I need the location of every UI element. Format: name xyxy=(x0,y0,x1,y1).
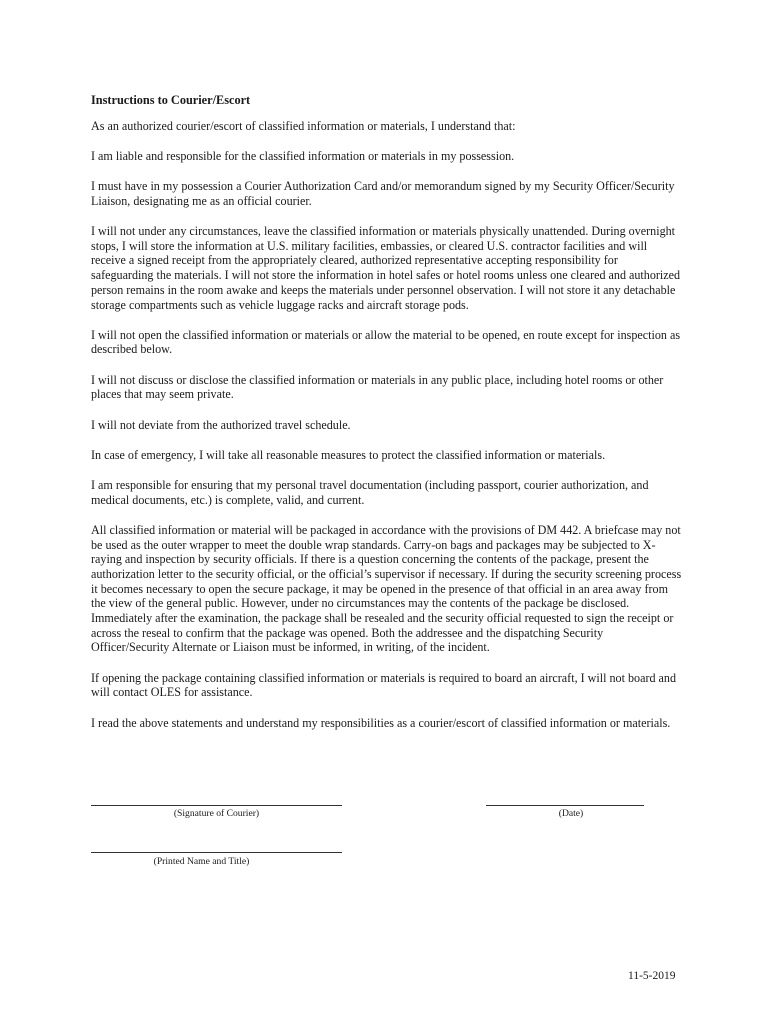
paragraph-unattended: I will not under any circumstances, leave the classified information or materials physically unattended. During overnight stops, I will store the information at U.S. military facilities, embassies, or cleared U.S. contractor facilities and will receive a signed receipt from the appropriately cleared, authorized representative accepting responsibility for safeguarding the materials. I will not store the information in hotel safes or hotel rooms unless one cleared and authorized person remains in the room awake and keeps the materials under personnel observation. I will not store it any detachable storage compartments such as vehicle luggage racks and aircraft storage pods. xyxy=(91,224,681,312)
paragraph-intro: As an authorized courier/escort of classified information or materials, I understand that: xyxy=(91,118,516,133)
paragraph-authorization: I must have in my possession a Courier Authorization Card and/or memorandum signed by my Security Officer/Security Liaison, designating me as an official courier. xyxy=(91,179,675,208)
paragraph-acknowledgement: I read the above statements and understand my responsibilities as a courier/escort of classified information or materials. xyxy=(91,715,671,730)
printed-name-line[interactable] xyxy=(91,852,342,853)
paragraph-aircraft: If opening the package containing classified information or materials is required to board an aircraft, I will not board and will contact OLES for assistance. xyxy=(91,670,676,700)
document-title: Instructions to Courier/Escort xyxy=(91,93,251,107)
signature-label: (Signature of Courier) xyxy=(173,808,260,819)
printed-name-label: (Printed Name and Title) xyxy=(153,856,250,867)
paragraph-packaging: All classified information or material will be packaged in accordance with the provisions of DM 442. A briefcase may not be used as the outer wrapper to meet the double wrap standards. Carry-on bags and packages may be subjected to X-raying and inspection by security officials. If there is a question concerning the contents of the package, present the authorization letter to the security official, or the official’s supervisor if necessary. If during the security screening process it becomes necessary to open the secure package, it may be opened in the presence of that official in an area away from the view of the general public. However, under no circumstances may the contents of the package be disclosed. Immediately after the examination, the package shall be resealed and the security official requested to sign the receipt or across the reseal to confirm that the package was opened. Both the addressee and the dispatching Security Officer/Security Alternate or Liaison must be informed, in writing, of the incident. xyxy=(91,522,682,655)
paragraph-schedule: I will not deviate from the authorized travel schedule. xyxy=(91,417,351,432)
paragraph-documentation: I am responsible for ensuring that my personal travel documentation (including passport, courier authorization, and medical documents, etc.) is complete, valid, and current. xyxy=(91,477,649,507)
revision-date: 11-5-2019 xyxy=(628,970,676,982)
paragraph-no-disclose: I will not discuss or disclose the classified information or materials in any public place, including hotel rooms or other places that may seem private. xyxy=(91,372,664,402)
signature-line[interactable] xyxy=(91,805,342,806)
paragraph-liability: I am liable and responsible for the classified information or materials in my possession. xyxy=(91,148,515,163)
date-label: (Date) xyxy=(558,808,584,819)
paragraph-emergency: In case of emergency, I will take all reasonable measures to protect the classified information or materials. xyxy=(91,447,606,462)
document-body xyxy=(91,93,683,746)
date-line[interactable] xyxy=(486,805,644,806)
paragraph-no-open: I will not open the classified information or materials or allow the material to be opened, en route except for inspection as described below. xyxy=(91,327,681,357)
